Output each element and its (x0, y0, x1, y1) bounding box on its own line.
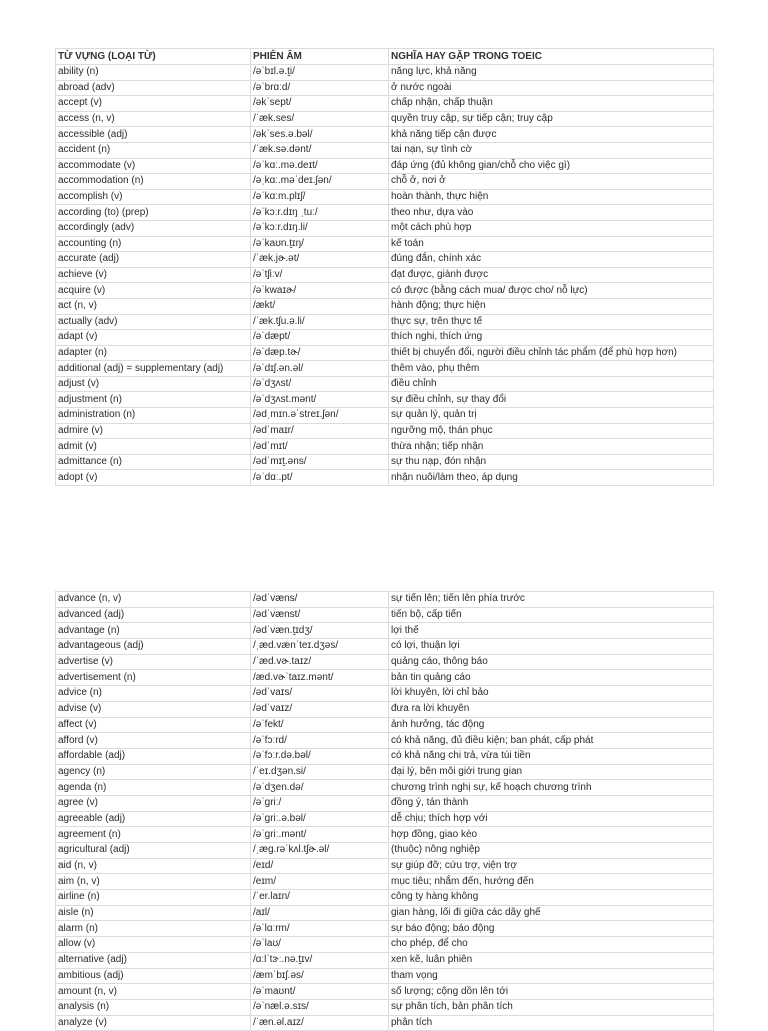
vocabulary-table-1-body (56, 49, 714, 486)
cell-meaning: tai nạn, sự tình cờ (389, 142, 714, 158)
cell-ipa: /ədˌmɪn.əˈstreɪ.ʃən/ (251, 408, 389, 424)
cell-word: amount (n, v) (56, 984, 251, 1000)
cell-ipa: /ˈæk.tʃu.ə.li/ (251, 314, 389, 330)
cell-meaning: đồng ý, tán thành (389, 795, 714, 811)
cell-word: access (n, v) (56, 111, 251, 127)
cell-ipa: /ˌæɡ.rəˈkʌl.tʃɚ.əl/ (251, 843, 389, 859)
cell-word: advertise (v) (56, 654, 251, 670)
table-header-row (56, 49, 714, 65)
cell-word: agenda (n) (56, 780, 251, 796)
cell-meaning: phân tích (389, 1015, 714, 1031)
cell-meaning: điều chỉnh (389, 376, 714, 392)
cell-meaning: sự tiến lên; tiến lên phía trước (389, 592, 714, 608)
cell-meaning: lời khuyên, lời chỉ bảo (389, 686, 714, 702)
cell-ipa: /ˈæk.sə.dənt/ (251, 142, 389, 158)
cell-ipa: /əˈbɪl.ə.t̬i/ (251, 65, 389, 81)
cell-word: agree (v) (56, 795, 251, 811)
cell-ipa: /əˈkɔːr.dɪŋ ˌtuː/ (251, 205, 389, 221)
cell-ipa: /eɪm/ (251, 874, 389, 890)
table-row (56, 592, 714, 608)
cell-ipa: /əkˈses.ə.bəl/ (251, 127, 389, 143)
cell-word: accept (v) (56, 96, 251, 112)
table-row (56, 423, 714, 439)
cell-word: administration (n) (56, 408, 251, 424)
vocabulary-table-2-body (56, 592, 714, 1031)
cell-meaning: ngưỡng mộ, thán phục (389, 423, 714, 439)
cell-meaning: ảnh hưởng, tác động (389, 717, 714, 733)
table-row (56, 283, 714, 299)
cell-meaning: có lợi, thuận lợi (389, 639, 714, 655)
cell-ipa: /ˈæd.vɚ.taɪz/ (251, 654, 389, 670)
table-row (56, 764, 714, 780)
cell-ipa: /ɑːlˈtɝː.nə.t̬ɪv/ (251, 952, 389, 968)
cell-word: act (n, v) (56, 298, 251, 314)
cell-meaning: công ty hàng không (389, 890, 714, 906)
table-row (56, 111, 714, 127)
cell-ipa: /əˈɡriː.ə.bəl/ (251, 811, 389, 827)
header-meaning: NGHĨA HAY GẶP TRONG TOEIC (389, 49, 714, 65)
cell-word: aisle (n) (56, 905, 251, 921)
cell-word: agreement (n) (56, 827, 251, 843)
cell-meaning: chỗ ở, nơi ở (389, 174, 714, 190)
cell-meaning: quảng cáo, thông báo (389, 654, 714, 670)
cell-word: afford (v) (56, 733, 251, 749)
cell-word: adjustment (n) (56, 392, 251, 408)
table-row (56, 1015, 714, 1031)
cell-meaning: thêm vào, phụ thêm (389, 361, 714, 377)
table-row (56, 361, 714, 377)
cell-ipa: /əˌkɑː.məˈdeɪ.ʃən/ (251, 174, 389, 190)
cell-meaning: bản tin quảng cáo (389, 670, 714, 686)
cell-meaning: tiến bộ, cấp tiến (389, 607, 714, 623)
cell-word: aid (n, v) (56, 858, 251, 874)
cell-word: allow (v) (56, 937, 251, 953)
cell-ipa: /əˈdʒʌst/ (251, 376, 389, 392)
cell-ipa: /əˈfekt/ (251, 717, 389, 733)
cell-word: ambitious (adj) (56, 968, 251, 984)
cell-word: accurate (adj) (56, 252, 251, 268)
cell-ipa: /ədˈmɪt̬.əns/ (251, 454, 389, 470)
cell-meaning: cho phép, để cho (389, 937, 714, 953)
cell-ipa: /ˈer.laɪn/ (251, 890, 389, 906)
cell-word: accident (n) (56, 142, 251, 158)
cell-ipa: /əˈdʒʌst.mənt/ (251, 392, 389, 408)
cell-word: adjust (v) (56, 376, 251, 392)
cell-meaning: quyền truy cập, sự tiếp cận; truy cập (389, 111, 714, 127)
table-row (56, 733, 714, 749)
table-row (56, 921, 714, 937)
cell-ipa: /əˈkɔːr.dɪŋ.li/ (251, 220, 389, 236)
cell-meaning: hoàn thành, thực hiện (389, 189, 714, 205)
cell-ipa: /ˈeɪ.dʒən.si/ (251, 764, 389, 780)
cell-meaning: sự báo động; báo động (389, 921, 714, 937)
table-row (56, 717, 714, 733)
cell-meaning: theo như, dựa vào (389, 205, 714, 221)
cell-meaning: đáp ứng (đủ không gian/chỗ cho việc gì) (389, 158, 714, 174)
cell-ipa: /əˈdɪʃ.ən.əl/ (251, 361, 389, 377)
cell-word: agency (n) (56, 764, 251, 780)
table-row (56, 843, 714, 859)
table-row (56, 952, 714, 968)
cell-word: acquire (v) (56, 283, 251, 299)
table-row (56, 607, 714, 623)
header-ipa: PHIÊN ÂM (251, 49, 389, 65)
cell-meaning: thích nghi, thích ứng (389, 330, 714, 346)
cell-ipa: /əˈlaʊ/ (251, 937, 389, 953)
cell-meaning: một cách phù hợp (389, 220, 714, 236)
table-row (56, 686, 714, 702)
table-row (56, 968, 714, 984)
cell-word: alarm (n) (56, 921, 251, 937)
cell-word: affordable (adj) (56, 748, 251, 764)
cell-word: advice (n) (56, 686, 251, 702)
table-row (56, 795, 714, 811)
cell-word: analyze (v) (56, 1015, 251, 1031)
table-row (56, 439, 714, 455)
cell-ipa: /əˈkɑː.mə.deɪt/ (251, 158, 389, 174)
table-row (56, 748, 714, 764)
table-row (56, 623, 714, 639)
table-row (56, 205, 714, 221)
cell-ipa: /ədˈmɪt/ (251, 439, 389, 455)
table-row (56, 937, 714, 953)
table-row (56, 874, 714, 890)
cell-meaning: hợp đồng, giao kèo (389, 827, 714, 843)
cell-ipa: /əˈɡriː/ (251, 795, 389, 811)
table-row (56, 392, 714, 408)
cell-word: abroad (adv) (56, 80, 251, 96)
cell-word: aim (n, v) (56, 874, 251, 890)
cell-ipa: /əˈdɑː.pt/ (251, 470, 389, 486)
table-row (56, 376, 714, 392)
cell-ipa: /əˈɡriː.mənt/ (251, 827, 389, 843)
cell-ipa: /əˈkɑːm.plɪʃ/ (251, 189, 389, 205)
cell-meaning: thực sự, trên thực tế (389, 314, 714, 330)
table-row (56, 158, 714, 174)
cell-ipa: /æmˈbɪʃ.əs/ (251, 968, 389, 984)
table-row (56, 96, 714, 112)
cell-meaning: tham vọng (389, 968, 714, 984)
cell-ipa: /ˈæk.jɚ.ət/ (251, 252, 389, 268)
header-word: TỪ VỰNG (LOẠI TỪ) (56, 49, 251, 65)
table-row (56, 408, 714, 424)
table-row (56, 654, 714, 670)
cell-meaning: chương trình nghị sự, kế hoạch chương trình (389, 780, 714, 796)
cell-ipa: /əˈtʃiːv/ (251, 267, 389, 283)
cell-word: affect (v) (56, 717, 251, 733)
table-row (56, 330, 714, 346)
cell-word: achieve (v) (56, 267, 251, 283)
cell-meaning: có được (bằng cách mua/ được cho/ nỗ lực) (389, 283, 714, 299)
table-row (56, 80, 714, 96)
cell-meaning: đạt được, giành được (389, 267, 714, 283)
cell-word: agreeable (adj) (56, 811, 251, 827)
cell-ipa: /ədˈvæns/ (251, 592, 389, 608)
cell-ipa: /əˈfɔːrd/ (251, 733, 389, 749)
cell-ipa: /əˈbrɑːd/ (251, 80, 389, 96)
cell-meaning: số lượng; cộng dồn lên tới (389, 984, 714, 1000)
cell-word: alternative (adj) (56, 952, 251, 968)
cell-word: advanced (adj) (56, 607, 251, 623)
cell-meaning: nhận nuôi/làm theo, áp dụng (389, 470, 714, 486)
cell-meaning: sự giúp đỡ; cứu trợ, viện trợ (389, 858, 714, 874)
table-row (56, 454, 714, 470)
table-row (56, 670, 714, 686)
cell-word: accordingly (adv) (56, 220, 251, 236)
table-row (56, 127, 714, 143)
cell-word: agricultural (adj) (56, 843, 251, 859)
cell-word: additional (adj) = supplementary (adj) (56, 361, 251, 377)
cell-word: actually (adv) (56, 314, 251, 330)
cell-word: accomplish (v) (56, 189, 251, 205)
cell-ipa: /əˈlɑːrm/ (251, 921, 389, 937)
cell-meaning: mục tiêu; nhắm đến, hướng đến (389, 874, 714, 890)
cell-word: adopt (v) (56, 470, 251, 486)
cell-ipa: /əˈfɔːr.də.bəl/ (251, 748, 389, 764)
cell-word: accessible (adj) (56, 127, 251, 143)
table-row (56, 811, 714, 827)
cell-word: adapter (n) (56, 345, 251, 361)
cell-meaning: sự thu nạp, đón nhận (389, 454, 714, 470)
cell-word: advise (v) (56, 701, 251, 717)
cell-ipa: /ədˈmaɪr/ (251, 423, 389, 439)
cell-word: advertisement (n) (56, 670, 251, 686)
cell-word: ability (n) (56, 65, 251, 81)
table-row (56, 236, 714, 252)
cell-word: accounting (n) (56, 236, 251, 252)
cell-word: accommodate (v) (56, 158, 251, 174)
table-row (56, 345, 714, 361)
cell-meaning: thừa nhận; tiếp nhận (389, 439, 714, 455)
cell-ipa: /əˈdæpt/ (251, 330, 389, 346)
table-row (56, 890, 714, 906)
cell-meaning: sự phân tích, bản phân tích (389, 999, 714, 1015)
cell-meaning: khả năng tiếp cận được (389, 127, 714, 143)
cell-ipa: /ədˈvaɪs/ (251, 686, 389, 702)
cell-word: analysis (n) (56, 999, 251, 1015)
cell-meaning: ở nước ngoài (389, 80, 714, 96)
cell-ipa: /ækt/ (251, 298, 389, 314)
cell-meaning: xen kẽ, luân phiên (389, 952, 714, 968)
vocabulary-table-2 (55, 591, 714, 1031)
cell-meaning: kế toán (389, 236, 714, 252)
cell-meaning: đưa ra lời khuyên (389, 701, 714, 717)
table-row (56, 701, 714, 717)
vocabulary-table-1 (55, 48, 714, 486)
table-row (56, 639, 714, 655)
cell-ipa: /ədˈvæn.t̬ɪdʒ/ (251, 623, 389, 639)
cell-ipa: /əˈdæp.tɚ/ (251, 345, 389, 361)
table-row (56, 189, 714, 205)
table-row (56, 65, 714, 81)
cell-ipa: /ˌæd.vænˈteɪ.dʒəs/ (251, 639, 389, 655)
cell-word: according (to) (prep) (56, 205, 251, 221)
cell-meaning: đại lý, bên môi giới trung gian (389, 764, 714, 780)
cell-meaning: thiết bị chuyển đổi, người điều chỉnh tác phẩm (để phù hợp hơn) (389, 345, 714, 361)
cell-word: advantageous (adj) (56, 639, 251, 655)
cell-meaning: sự điều chỉnh, sự thay đổi (389, 392, 714, 408)
cell-ipa: /əˈnæl.ə.sɪs/ (251, 999, 389, 1015)
table-row (56, 905, 714, 921)
table-row (56, 858, 714, 874)
cell-word: admittance (n) (56, 454, 251, 470)
table-row (56, 780, 714, 796)
table-row (56, 827, 714, 843)
cell-ipa: /aɪl/ (251, 905, 389, 921)
cell-ipa: /ədˈvaɪz/ (251, 701, 389, 717)
cell-word: advance (n, v) (56, 592, 251, 608)
table-row (56, 999, 714, 1015)
cell-ipa: /əˈmaʊnt/ (251, 984, 389, 1000)
cell-word: accommodation (n) (56, 174, 251, 190)
table-row (56, 220, 714, 236)
cell-ipa: /əˈkaʊn.t̬ɪŋ/ (251, 236, 389, 252)
cell-meaning: có khả năng chi trả, vừa túi tiền (389, 748, 714, 764)
cell-ipa: /eɪd/ (251, 858, 389, 874)
cell-word: admit (v) (56, 439, 251, 455)
cell-ipa: /əkˈsept/ (251, 96, 389, 112)
cell-meaning: dễ chịu; thích hợp với (389, 811, 714, 827)
table-row (56, 314, 714, 330)
cell-meaning: năng lực, khả năng (389, 65, 714, 81)
cell-meaning: sự quản lý, quản trị (389, 408, 714, 424)
table-row (56, 298, 714, 314)
cell-meaning: lợi thế (389, 623, 714, 639)
cell-word: admire (v) (56, 423, 251, 439)
cell-meaning: (thuộc) nông nghiệp (389, 843, 714, 859)
cell-ipa: /ˈæn.əl.aɪz/ (251, 1015, 389, 1031)
table-row (56, 267, 714, 283)
table-row (56, 174, 714, 190)
cell-ipa: /æd.vɚˈtaɪz.mənt/ (251, 670, 389, 686)
table-row (56, 142, 714, 158)
cell-meaning: chấp nhận, chấp thuận (389, 96, 714, 112)
cell-meaning: gian hàng, lối đi giữa các dãy ghế (389, 905, 714, 921)
cell-word: airline (n) (56, 890, 251, 906)
cell-word: advantage (n) (56, 623, 251, 639)
cell-word: adapt (v) (56, 330, 251, 346)
table-row (56, 252, 714, 268)
cell-meaning: đúng đắn, chính xác (389, 252, 714, 268)
cell-ipa: /əˈdʒen.də/ (251, 780, 389, 796)
cell-meaning: hành động; thực hiện (389, 298, 714, 314)
cell-meaning: có khả năng, đủ điều kiện; ban phát, cấp phát (389, 733, 714, 749)
cell-ipa: /ˈæk.ses/ (251, 111, 389, 127)
table-row (56, 470, 714, 486)
table-row (56, 984, 714, 1000)
cell-ipa: /ədˈvænst/ (251, 607, 389, 623)
cell-ipa: /əˈkwaɪɚ/ (251, 283, 389, 299)
